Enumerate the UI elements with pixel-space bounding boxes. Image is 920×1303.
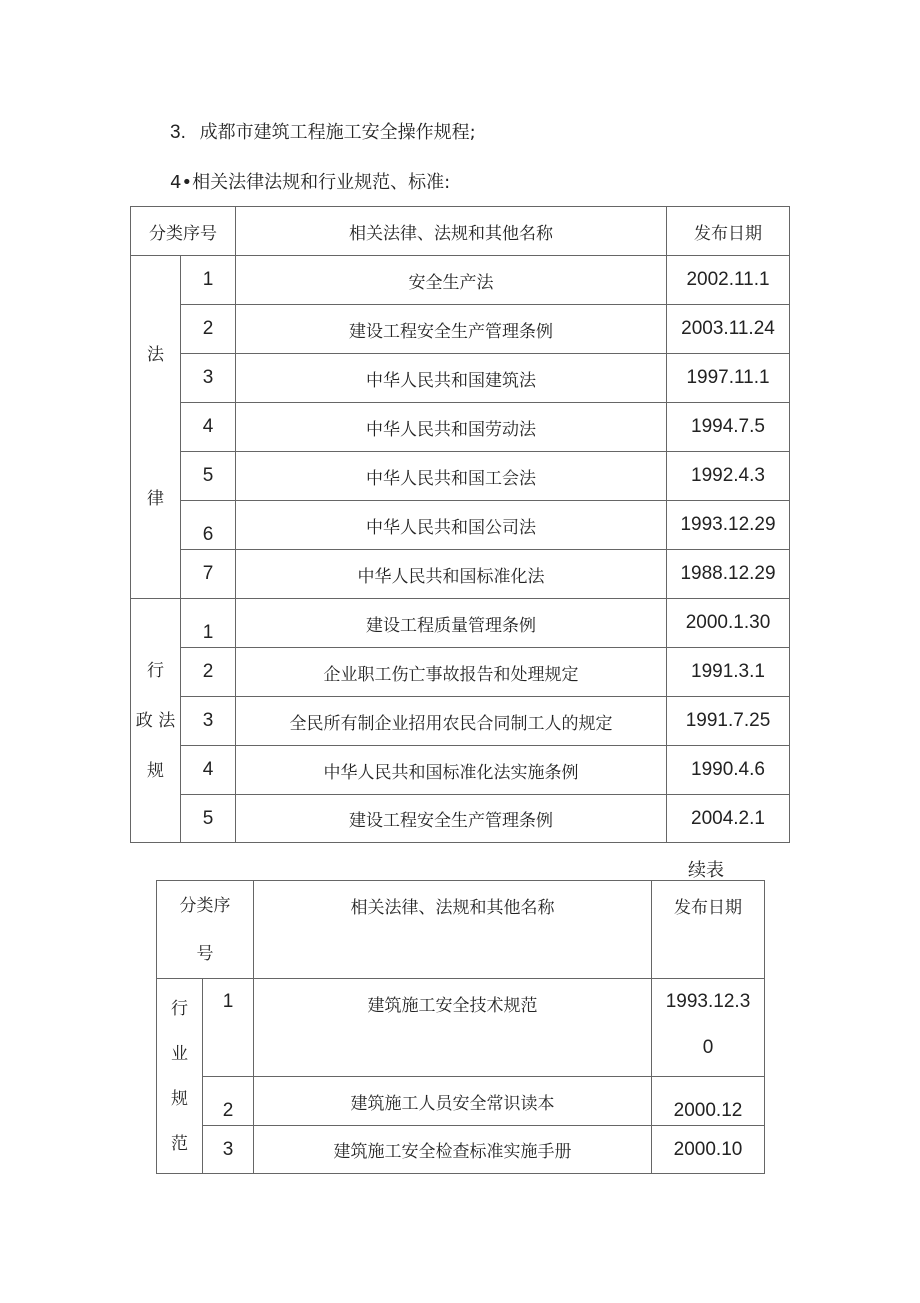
table-row [157,1126,765,1174]
row-number: 2 [181,305,236,354]
row-date: 1990.4.6 [667,746,790,795]
row-number: 2 [181,648,236,697]
header-date: 发布日期 [652,881,765,979]
heading-item-3 [170,118,476,144]
row-name: 全民所有制企业招用农民合同制工人的规定 [236,697,667,746]
row-name: 中华人民共和国劳动法 [236,403,667,452]
row-name: 建筑施工安全技术规范 [254,979,652,1077]
table-row [131,746,790,795]
row-date-line-1: 1993.12.3 [665,991,751,1012]
row-number: 4 [181,403,236,452]
row-date [652,979,765,1077]
row-date: 2004.2.1 [667,795,790,843]
header-category: 分类序号 [131,207,236,256]
row-number: 1 [181,599,236,648]
table-row [131,599,790,648]
table-header-row [131,207,790,256]
category-industry-char-2: 业 [171,1044,188,1064]
table-row [131,550,790,599]
table-row [131,501,790,550]
category-admin-char-1: 行 [147,660,164,681]
row-date: 2003.11.24 [667,305,790,354]
header-name: 相关法律、法规和其他名称 [236,207,667,256]
row-name: 中华人民共和国标准化法实施条例 [236,746,667,795]
category-admin-char-3: 规 [147,760,164,781]
row-name: 建设工程安全生产管理条例 [236,305,667,354]
table-row [131,697,790,746]
row-number: 3 [181,697,236,746]
industry-standards-table [156,880,765,1174]
header-name: 相关法律、法规和其他名称 [254,881,652,979]
category-laws-char-2: 律 [147,489,164,509]
row-date: 1997.11.1 [667,354,790,403]
table-row [131,403,790,452]
category-admin-char-2: 政 法 [135,710,176,731]
row-date: 1992.4.3 [667,452,790,501]
row-number: 5 [181,795,236,843]
category-industry-char-4: 范 [171,1134,188,1154]
table-row [131,354,790,403]
row-date: 2000.10 [652,1126,765,1174]
table-row [131,256,790,305]
row-date-line-2: 0 [702,1037,714,1058]
table-row [157,979,765,1077]
category-industry-char-1: 行 [171,999,188,1019]
header-category-line-2: 号 [196,944,214,964]
row-number: 1 [203,979,254,1077]
row-name: 企业职工伤亡事故报告和处理规定 [236,648,667,697]
row-date: 2000.1.30 [667,599,790,648]
row-number: 1 [181,256,236,305]
row-name: 中华人民共和国公司法 [236,501,667,550]
heading-3-text: 成都市建筑工程施工安全操作规程; [199,122,476,143]
row-name: 中华人民共和国标准化法 [236,550,667,599]
row-number: 3 [181,354,236,403]
category-industry [157,979,203,1174]
row-date: 1991.7.25 [667,697,790,746]
heading-item-4: 4•相关法律法规和行业规范、标准: [170,172,451,193]
table-row [131,452,790,501]
table-row [157,1077,765,1126]
laws-table [130,206,790,843]
category-admin-regulations [131,599,181,843]
table-row [131,305,790,354]
table-row [131,648,790,697]
row-name: 建筑施工人员安全常识读本 [254,1077,652,1126]
row-date: 2000.12 [652,1077,765,1126]
row-date: 1988.12.29 [667,550,790,599]
row-date: 1994.7.5 [667,403,790,452]
header-date: 发布日期 [667,207,790,256]
row-date: 2002.11.1 [667,256,790,305]
row-name: 中华人民共和国工会法 [236,452,667,501]
row-number: 4 [181,746,236,795]
header-category-line-1: 分类序 [179,896,231,916]
table-header-row [157,881,765,979]
row-number: 6 [181,501,236,550]
category-industry-char-3: 规 [171,1089,188,1109]
row-name: 建设工程安全生产管理条例 [236,795,667,843]
row-name: 中华人民共和国建筑法 [236,354,667,403]
row-number: 3 [203,1126,254,1174]
row-number: 5 [181,452,236,501]
continued-label: 续表 [688,860,724,881]
row-name: 建筑施工安全检查标准实施手册 [254,1126,652,1174]
header-category [157,881,254,979]
row-number: 7 [181,550,236,599]
row-name: 建设工程质量管理条例 [236,599,667,648]
row-date: 1993.12.29 [667,501,790,550]
category-laws-char-1: 法 [147,345,164,365]
table-row [131,795,790,843]
category-laws [131,256,181,599]
heading-3-number: 3. [170,122,186,143]
row-date: 1991.3.1 [667,648,790,697]
row-name: 安全生产法 [236,256,667,305]
row-number: 2 [203,1077,254,1126]
